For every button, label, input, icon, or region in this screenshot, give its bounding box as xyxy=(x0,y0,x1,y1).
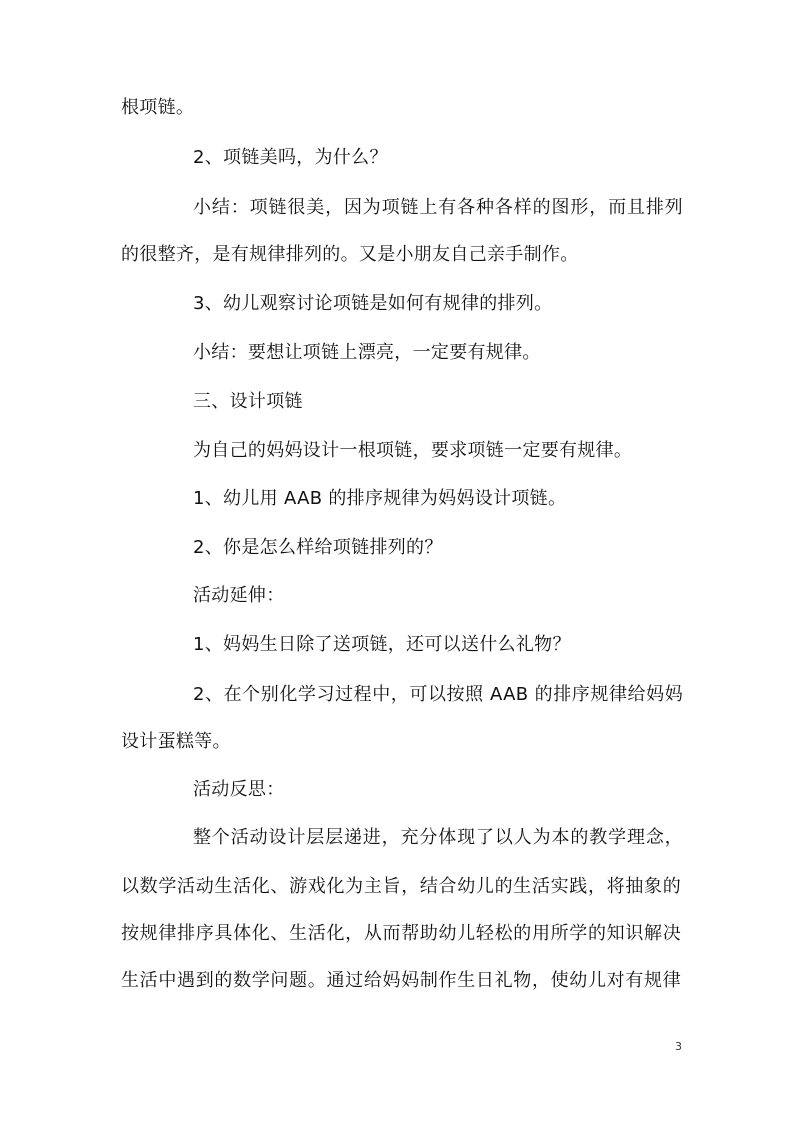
text-line: 小结：要想让项链上漂亮，一定要有规律。 xyxy=(193,342,541,363)
text-line: 活动延伸： xyxy=(193,585,285,606)
text-line: 以数学活动生活化、游戏化为主旨，结合幼儿的生活实践，将抽象的 xyxy=(121,876,681,897)
text-line: 2、项链美吗，为什么？ xyxy=(193,147,388,168)
text-line: 小结：项链很美，因为项链上有各种各样的图形，而且排列 xyxy=(193,197,683,218)
text-line: 1、妈妈生日除了送项链，还可以送什么礼物？ xyxy=(193,634,571,655)
text-line: 的很整齐，是有规律排列的。又是小朋友自己亲手制作。 xyxy=(121,244,579,265)
text-line: 2、在个别化学习过程中，可以按照 AAB 的排序规律给妈妈 xyxy=(193,684,683,705)
text-line: 生活中遇到的数学问题。通过给妈妈制作生日礼物，使幼儿对有规律 xyxy=(121,970,681,991)
section-heading: 三、设计项链 xyxy=(193,391,303,412)
text-line: 1、幼儿用 AAB 的排序规律为妈妈设计项链。 xyxy=(193,488,567,509)
text-line: 根项链。 xyxy=(121,97,195,118)
text-line: 3、幼儿观察讨论项链是如何有规律的排列。 xyxy=(193,293,553,314)
page-number: 3 xyxy=(675,1040,682,1053)
text-line: 整个活动设计层层递进，充分体现了以人为本的教学理念， xyxy=(193,827,683,848)
text-line: 设计蛋糕等。 xyxy=(121,731,231,752)
text-line: 活动反思： xyxy=(193,779,285,800)
text-line: 按规律排序具体化、生活化，从而帮助幼儿轻松的用所学的知识解决 xyxy=(121,923,681,944)
text-line: 2、你是怎么样给项链排列的？ xyxy=(193,537,443,558)
text-line: 为自己的妈妈设计一根项链，要求项链一定要有规律。 xyxy=(193,440,633,461)
